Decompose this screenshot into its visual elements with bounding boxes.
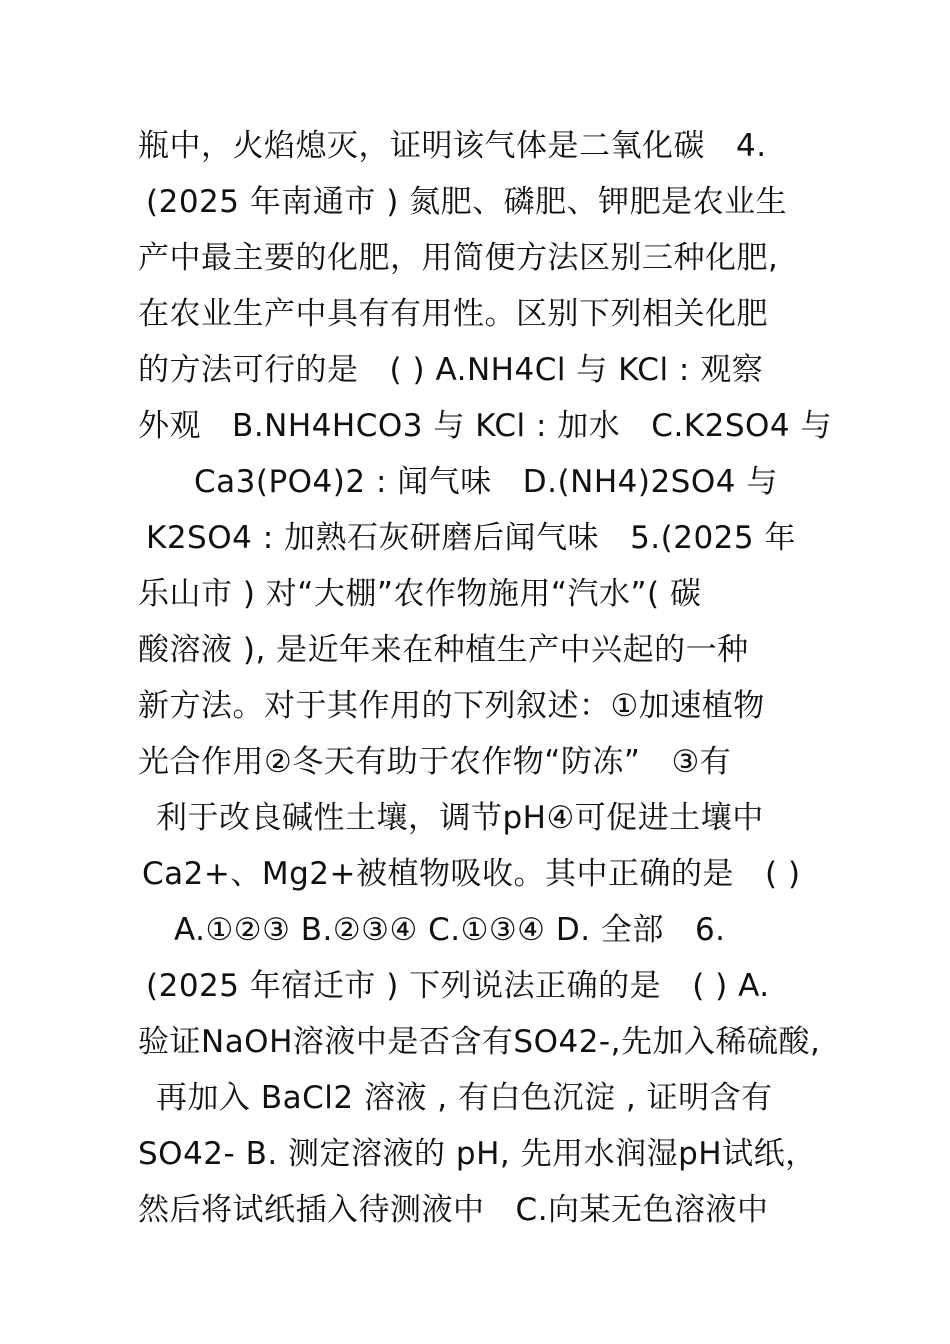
- text-line: 再加入 BaCl2 溶液 , 有白色沉淀 , 证明含有: [156, 1080, 773, 1116]
- text-line: 外观 B.NH4HCO3 与 KCl : 加水 C.K2SO4 与: [138, 408, 833, 444]
- text-line: 瓶中，火焰熄灭，证明该气体是二氧化碳 4.: [138, 128, 767, 164]
- text-line: SO42- B. 测定溶液的 pH, 先用水润湿pH试纸，: [138, 1136, 817, 1172]
- text-line: K2SO4 : 加熟石灰研磨后闻气味 5.(2025 年: [146, 520, 796, 556]
- text-line: 乐山市 ) 对“大棚”农作物施用“汽水”( 碳: [138, 576, 702, 612]
- text-line: 利于改良碱性土壤，调节pH④可促进土壤中: [156, 800, 764, 836]
- text-line: (2025 年南通市 ) 氮肥、磷肥、钾肥是农业生: [146, 184, 788, 220]
- text-line: 的方法可行的是 ( ) A.NH4Cl 与 KCl : 观察: [138, 352, 764, 388]
- text-line: 验证NaOH溶液中是否含有SO42-,先加入稀硫酸,: [138, 1024, 821, 1060]
- text-line: 在农业生产中具有有用性。区别下列相关化肥: [138, 296, 768, 332]
- text-line: 光合作用②冬天有助于农作物“防冻” ③有: [138, 744, 732, 780]
- text-line: (2025 年宿迁市 ) 下列说法正确的是 ( ) A.: [146, 968, 770, 1004]
- text-line: 酸溶液 ), 是近年来在种植生产中兴起的一种: [138, 632, 749, 668]
- text-line: 新方法。对于其作用的下列叙述：①加速植物: [138, 688, 765, 724]
- text-line: A.①②③ B.②③④ C.①③④ D. 全部 6.: [174, 912, 726, 948]
- text-line: 然后将试纸插入待测液中 C.向某无色溶液中: [138, 1192, 769, 1228]
- text-line: Ca3(PO4)2 : 闻气味 D.(NH4)2SO4 与: [194, 464, 778, 500]
- text-line: Ca2+、Mg2+被植物吸收。其中正确的是 ( ): [142, 856, 801, 892]
- text-line: 产中最主要的化肥，用简便方法区别三种化肥,: [138, 240, 779, 276]
